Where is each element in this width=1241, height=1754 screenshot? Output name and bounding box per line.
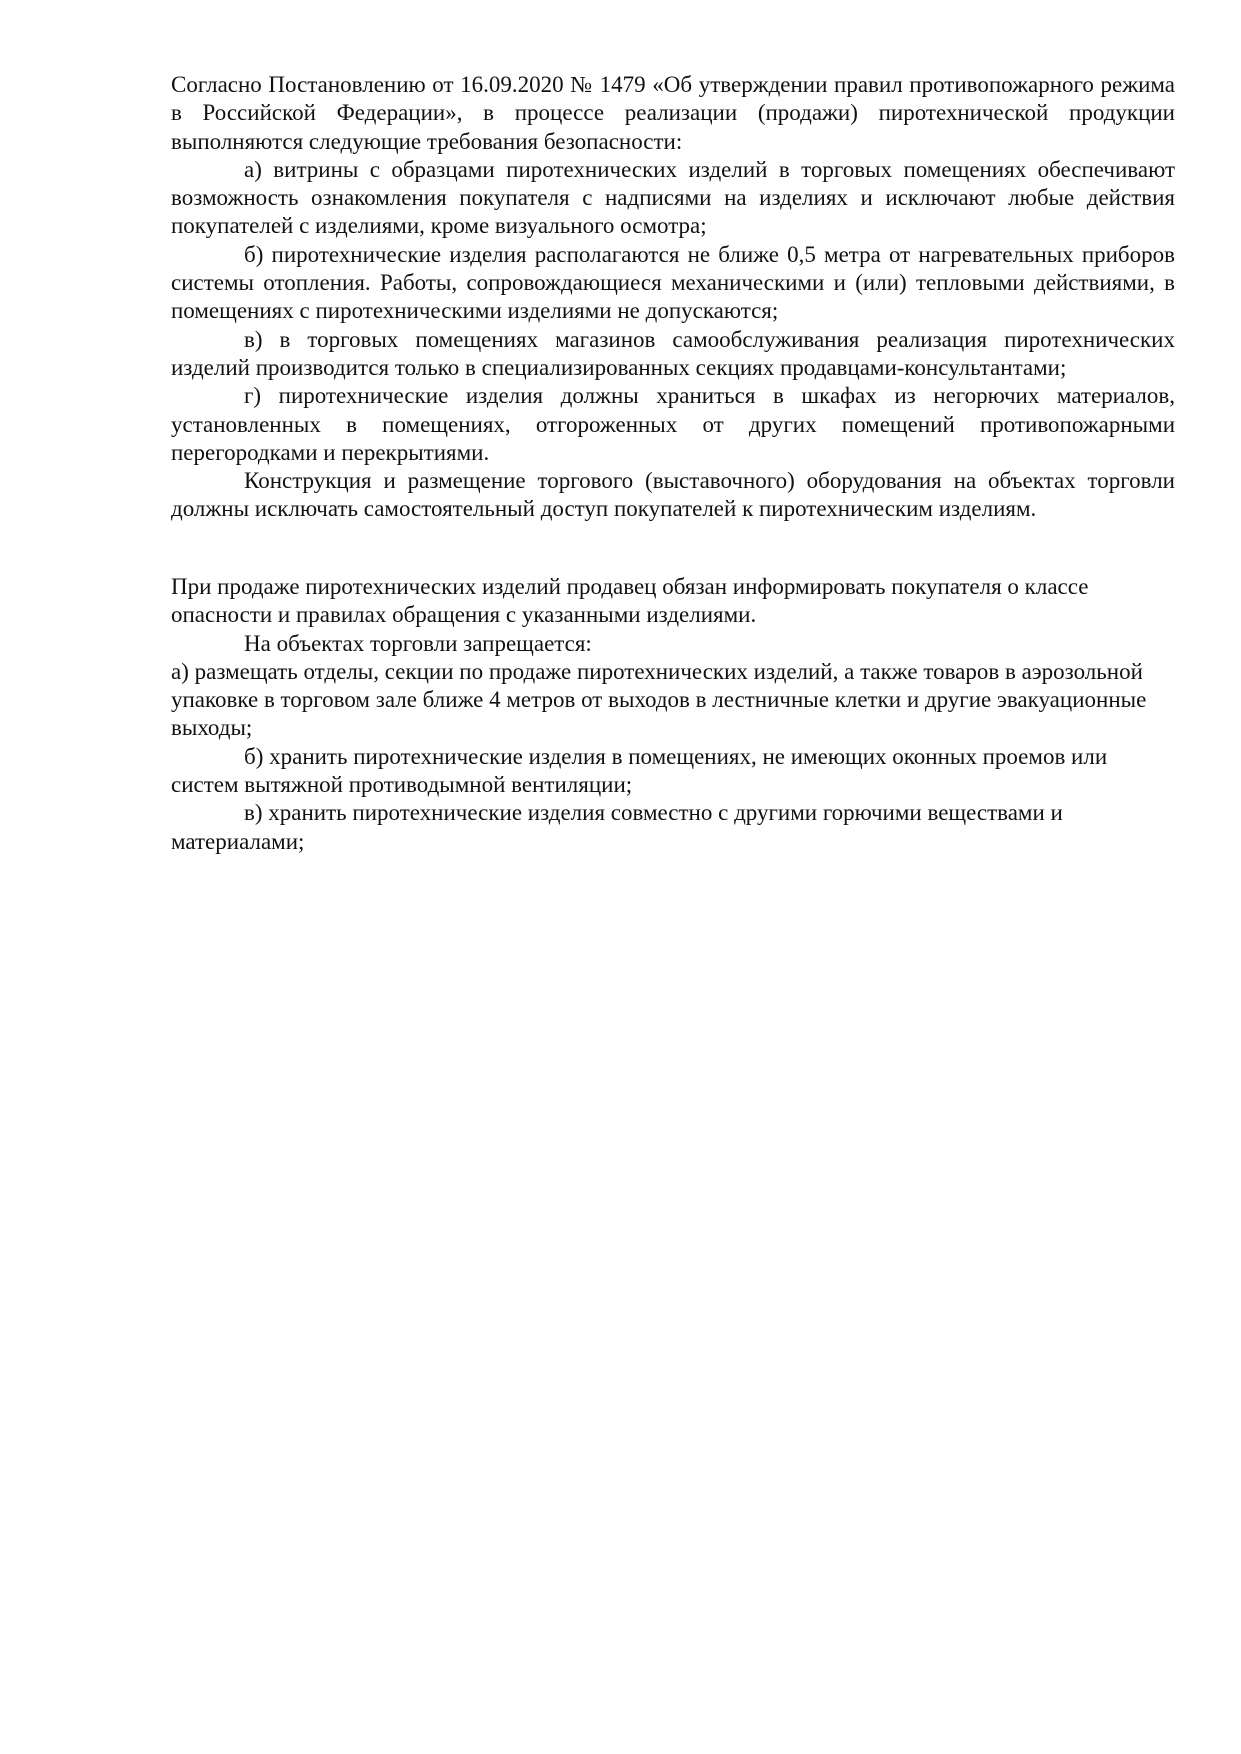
prohibited-item-v: в) хранить пиротехнические изделия совместно с другими горючими веществами и материалами; — [171, 800, 1063, 854]
requirement-item-g: г) пиротехнические изделия должны храниться в шкафах из негорючих материалов, установленных в помещениях, отгороженных от других помещений противопожарными перегородками и перекрытиями. — [171, 383, 1175, 465]
prohibited-heading: На объектах торговли запрещается: — [244, 630, 592, 656]
construction-paragraph: Конструкция и размещение торгового (выставочного) оборудования на объектах торговли должны исключать самостоятельный доступ покупателей к пиротехническим изделиям. — [171, 468, 1175, 522]
requirement-item-a: а) витрины с образцами пиротехнических изделий в торговых помещениях обеспечивают возможность ознакомления покупателя с надписями на изделиях и исключают любые действия покупателей с изделиями, кроме визуального осмотра; — [171, 156, 1175, 239]
requirements-section — [171, 71, 1175, 524]
prohibited-item-b: б) хранить пиротехнические изделия в помещениях, не имеющих оконных проемов или систем вытяжной противодымной вентиляции; — [171, 743, 1108, 798]
intro-paragraph: Согласно Постановлению от 16.09.2020 № 1479 «Об утверждении правил противопожарного режима в Российской Федерации», в процессе реализации (продажи) пиротехнической продукции выполняются следующие требования безопасности: — [171, 72, 1175, 154]
seller-duty-paragraph: При продаже пиротехнических изделий продавец обязан информировать покупателя о классе опасности и правилах обращения с указанными изделиями. — [171, 574, 1089, 628]
requirement-item-v: в) в торговых помещениях магазинов самообслуживания реализация пиротехнических изделий производится только в специализированных секциях продавцами-консультантами; — [171, 326, 1175, 380]
requirement-item-b: б) пиротехнические изделия располагаются не ближе 0,5 метра от нагревательных приборов системы отопления. Работы, сопровождающиеся механическими и (или) тепловыми действиями, в помещениях с пиротехническими изделиями не допускаются; — [171, 241, 1175, 324]
prohibited-item-a: а) размещать отделы, секции по продаже пиротехнических изделий, а также товаров в аэрозольной упаковке в торговом зале ближе 4 метров от выходов в лестничные клетки и другие эвакуационные выходы; — [171, 658, 1147, 741]
prohibitions-section — [171, 573, 1175, 856]
